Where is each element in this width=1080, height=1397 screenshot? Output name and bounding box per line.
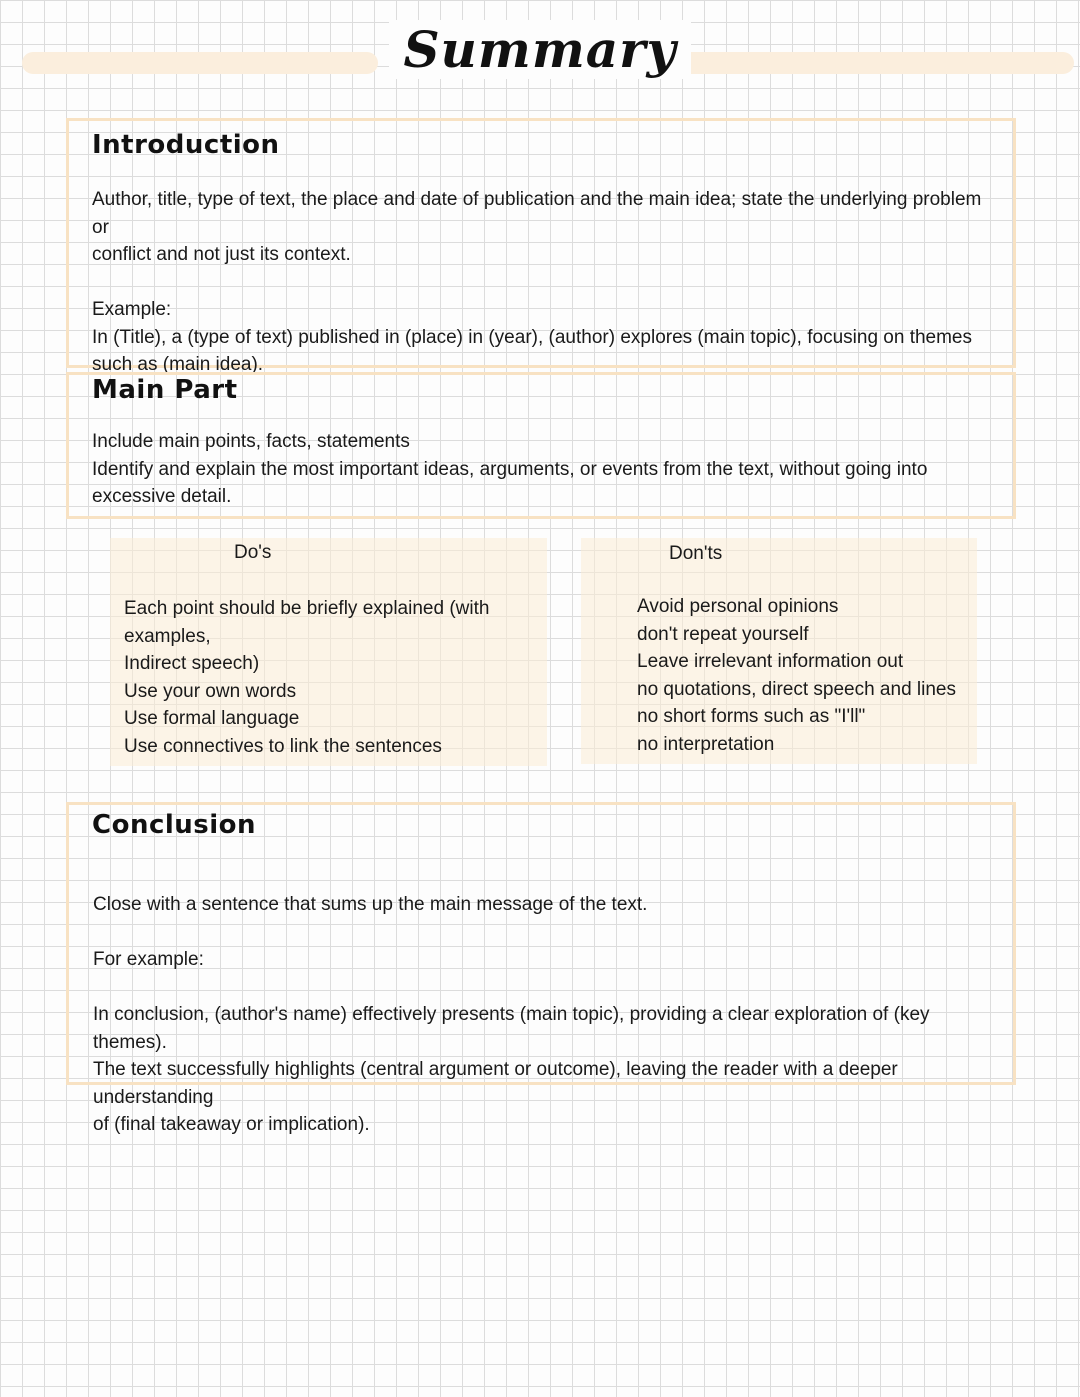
main-part-heading: Main Part bbox=[92, 375, 238, 405]
introduction-body bbox=[92, 186, 992, 379]
list-item: Use connectives to link the sentences bbox=[124, 735, 442, 757]
dos-heading: Do's bbox=[234, 542, 272, 563]
list-item: no short forms such as "I'll" bbox=[637, 706, 866, 727]
page-title bbox=[0, 20, 1080, 79]
list-item: don't repeat yourself bbox=[637, 623, 809, 645]
main-part-line: Include main points, facts, statements bbox=[92, 431, 410, 452]
introduction-example-label: Example: bbox=[92, 299, 172, 320]
introduction-body-line: Author, title, type of text, the place and date of publication and the main idea; state the underlying problem or bbox=[92, 189, 982, 238]
list-item: Leave irrelevant information out bbox=[637, 651, 904, 672]
conclusion-example-line: The text successfully highlights (central argument or outcome), leaving the reader with a deeper understanding bbox=[93, 1059, 898, 1108]
main-part-body bbox=[92, 428, 992, 511]
introduction-body-line: conflict and not just its context. bbox=[92, 244, 351, 265]
list-item: Use your own words bbox=[124, 680, 297, 702]
main-part-line: excessive detail. bbox=[92, 486, 232, 507]
introduction-example-line: In (Title), a (type of text) published in (place) in (year), (author) explores (main topic), focusing on themes bbox=[92, 326, 973, 348]
list-item: Use formal language bbox=[124, 708, 300, 729]
spacer bbox=[92, 269, 992, 297]
page-title-text: Summary bbox=[389, 20, 690, 79]
dos-list bbox=[124, 595, 544, 760]
spacer bbox=[93, 919, 993, 947]
conclusion-example-label: For example: bbox=[93, 949, 204, 970]
donts-list bbox=[637, 593, 977, 758]
main-part-line: Identify and explain the most important ideas, arguments, or events from the text, without going into bbox=[92, 458, 928, 480]
list-item: Indirect speech) bbox=[124, 653, 260, 674]
conclusion-heading: Conclusion bbox=[92, 810, 257, 840]
introduction-example-line: such as (main idea). bbox=[92, 354, 264, 375]
list-item: no interpretation bbox=[637, 733, 775, 755]
conclusion-body bbox=[93, 891, 993, 1139]
list-item: Avoid personal opinions bbox=[637, 596, 839, 617]
spacer bbox=[93, 974, 993, 1002]
list-item: no quotations, direct speech and lines bbox=[637, 678, 956, 700]
donts-heading: Don'ts bbox=[669, 543, 723, 564]
conclusion-example-line: In conclusion, (author's name) effectively presents (main topic), providing a clear exploration of (key themes). bbox=[93, 1004, 930, 1053]
list-item: Each point should be briefly explained (with examples, bbox=[124, 598, 490, 647]
introduction-heading: Introduction bbox=[92, 130, 280, 160]
conclusion-example-line: of (final takeaway or implication). bbox=[93, 1114, 370, 1135]
conclusion-line: Close with a sentence that sums up the main message of the text. bbox=[93, 894, 648, 915]
